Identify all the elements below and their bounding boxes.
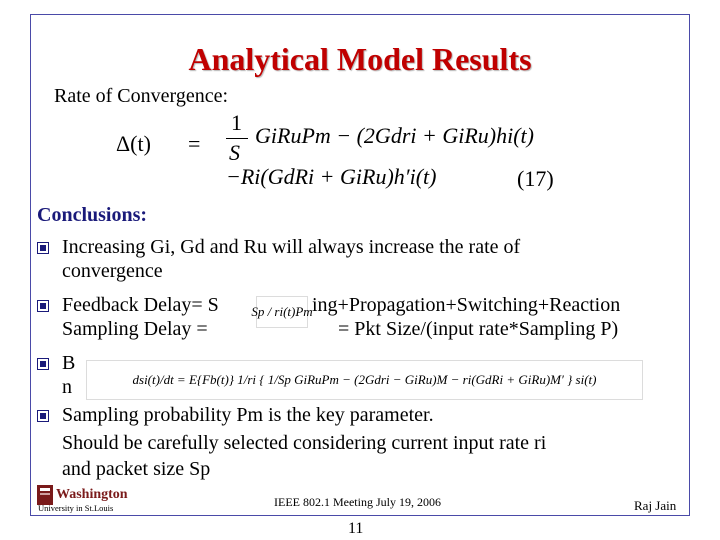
eq-frac-line xyxy=(226,138,248,139)
overlay-ode: dsi(t)/dt = E{Fb(t)} 1/ri { 1/Sp GiRuPm − (2Gdri − GiRu)M − ri(GdRi + GiRu)M′ } si(t) xyxy=(86,360,643,400)
bullet-box-icon xyxy=(37,300,49,312)
footer-meeting: IEEE 802.1 Meeting July 19, 2006 xyxy=(274,495,441,509)
bullet-4-line-1: Sampling probability Pm is the key parameter. xyxy=(62,404,434,426)
bullet-2-line-2b: = Pkt Size/(input rate*Sampling P) xyxy=(338,318,619,340)
bullet-box-icon xyxy=(37,358,49,370)
slide-title: Analytical Model Results xyxy=(188,41,532,77)
logo-line-1: Washington xyxy=(56,487,128,502)
bullet-2-line-2a: Sampling Delay = xyxy=(62,318,208,340)
eq-frac-num: 1 xyxy=(231,110,242,135)
bullet-3-line-2: n xyxy=(62,376,72,398)
eq-number: (17) xyxy=(517,166,554,191)
slide-subtitle: Rate of Convergence: xyxy=(54,85,229,107)
eq-line1: GiRuPm − (2Gdri + GiRu)hi(t) xyxy=(255,123,534,148)
logo-line-2: University in St.Louis xyxy=(38,503,114,513)
overlay-sampling-fraction: Sp / ri(t)Pm xyxy=(256,296,308,328)
bullet-1-line-1: Increasing Gi, Gd and Ru will always increase the rate of xyxy=(62,236,521,258)
equation-17 xyxy=(110,108,590,198)
bullet-3-line-1: B xyxy=(62,352,76,374)
bullet-2-line-1b: ing+Propagation+Switching+Reaction xyxy=(312,294,621,316)
eq-frac-den: S xyxy=(229,140,240,165)
footer-author: Raj Jain xyxy=(634,498,677,513)
bullet-1-line-2: convergence xyxy=(62,260,163,282)
bullet-4-line-2: Should be carefully selected considering current input rate ri xyxy=(62,432,547,454)
eq-line2: −Ri(GdRi + GiRu)h′i(t) xyxy=(226,164,437,189)
page-number: 11 xyxy=(348,520,364,537)
conclusions-heading: Conclusions: xyxy=(37,204,148,226)
eq-equals: = xyxy=(188,131,201,156)
bullet-4-line-3: and packet size Sp xyxy=(62,458,211,480)
eq-lhs: Δ(t) xyxy=(116,131,151,156)
bullet-box-icon xyxy=(37,410,49,422)
washington-university-logo xyxy=(37,484,145,514)
bullet-box-icon xyxy=(37,242,49,254)
bullet-2-line-1a: Feedback Delay= S xyxy=(62,294,219,316)
